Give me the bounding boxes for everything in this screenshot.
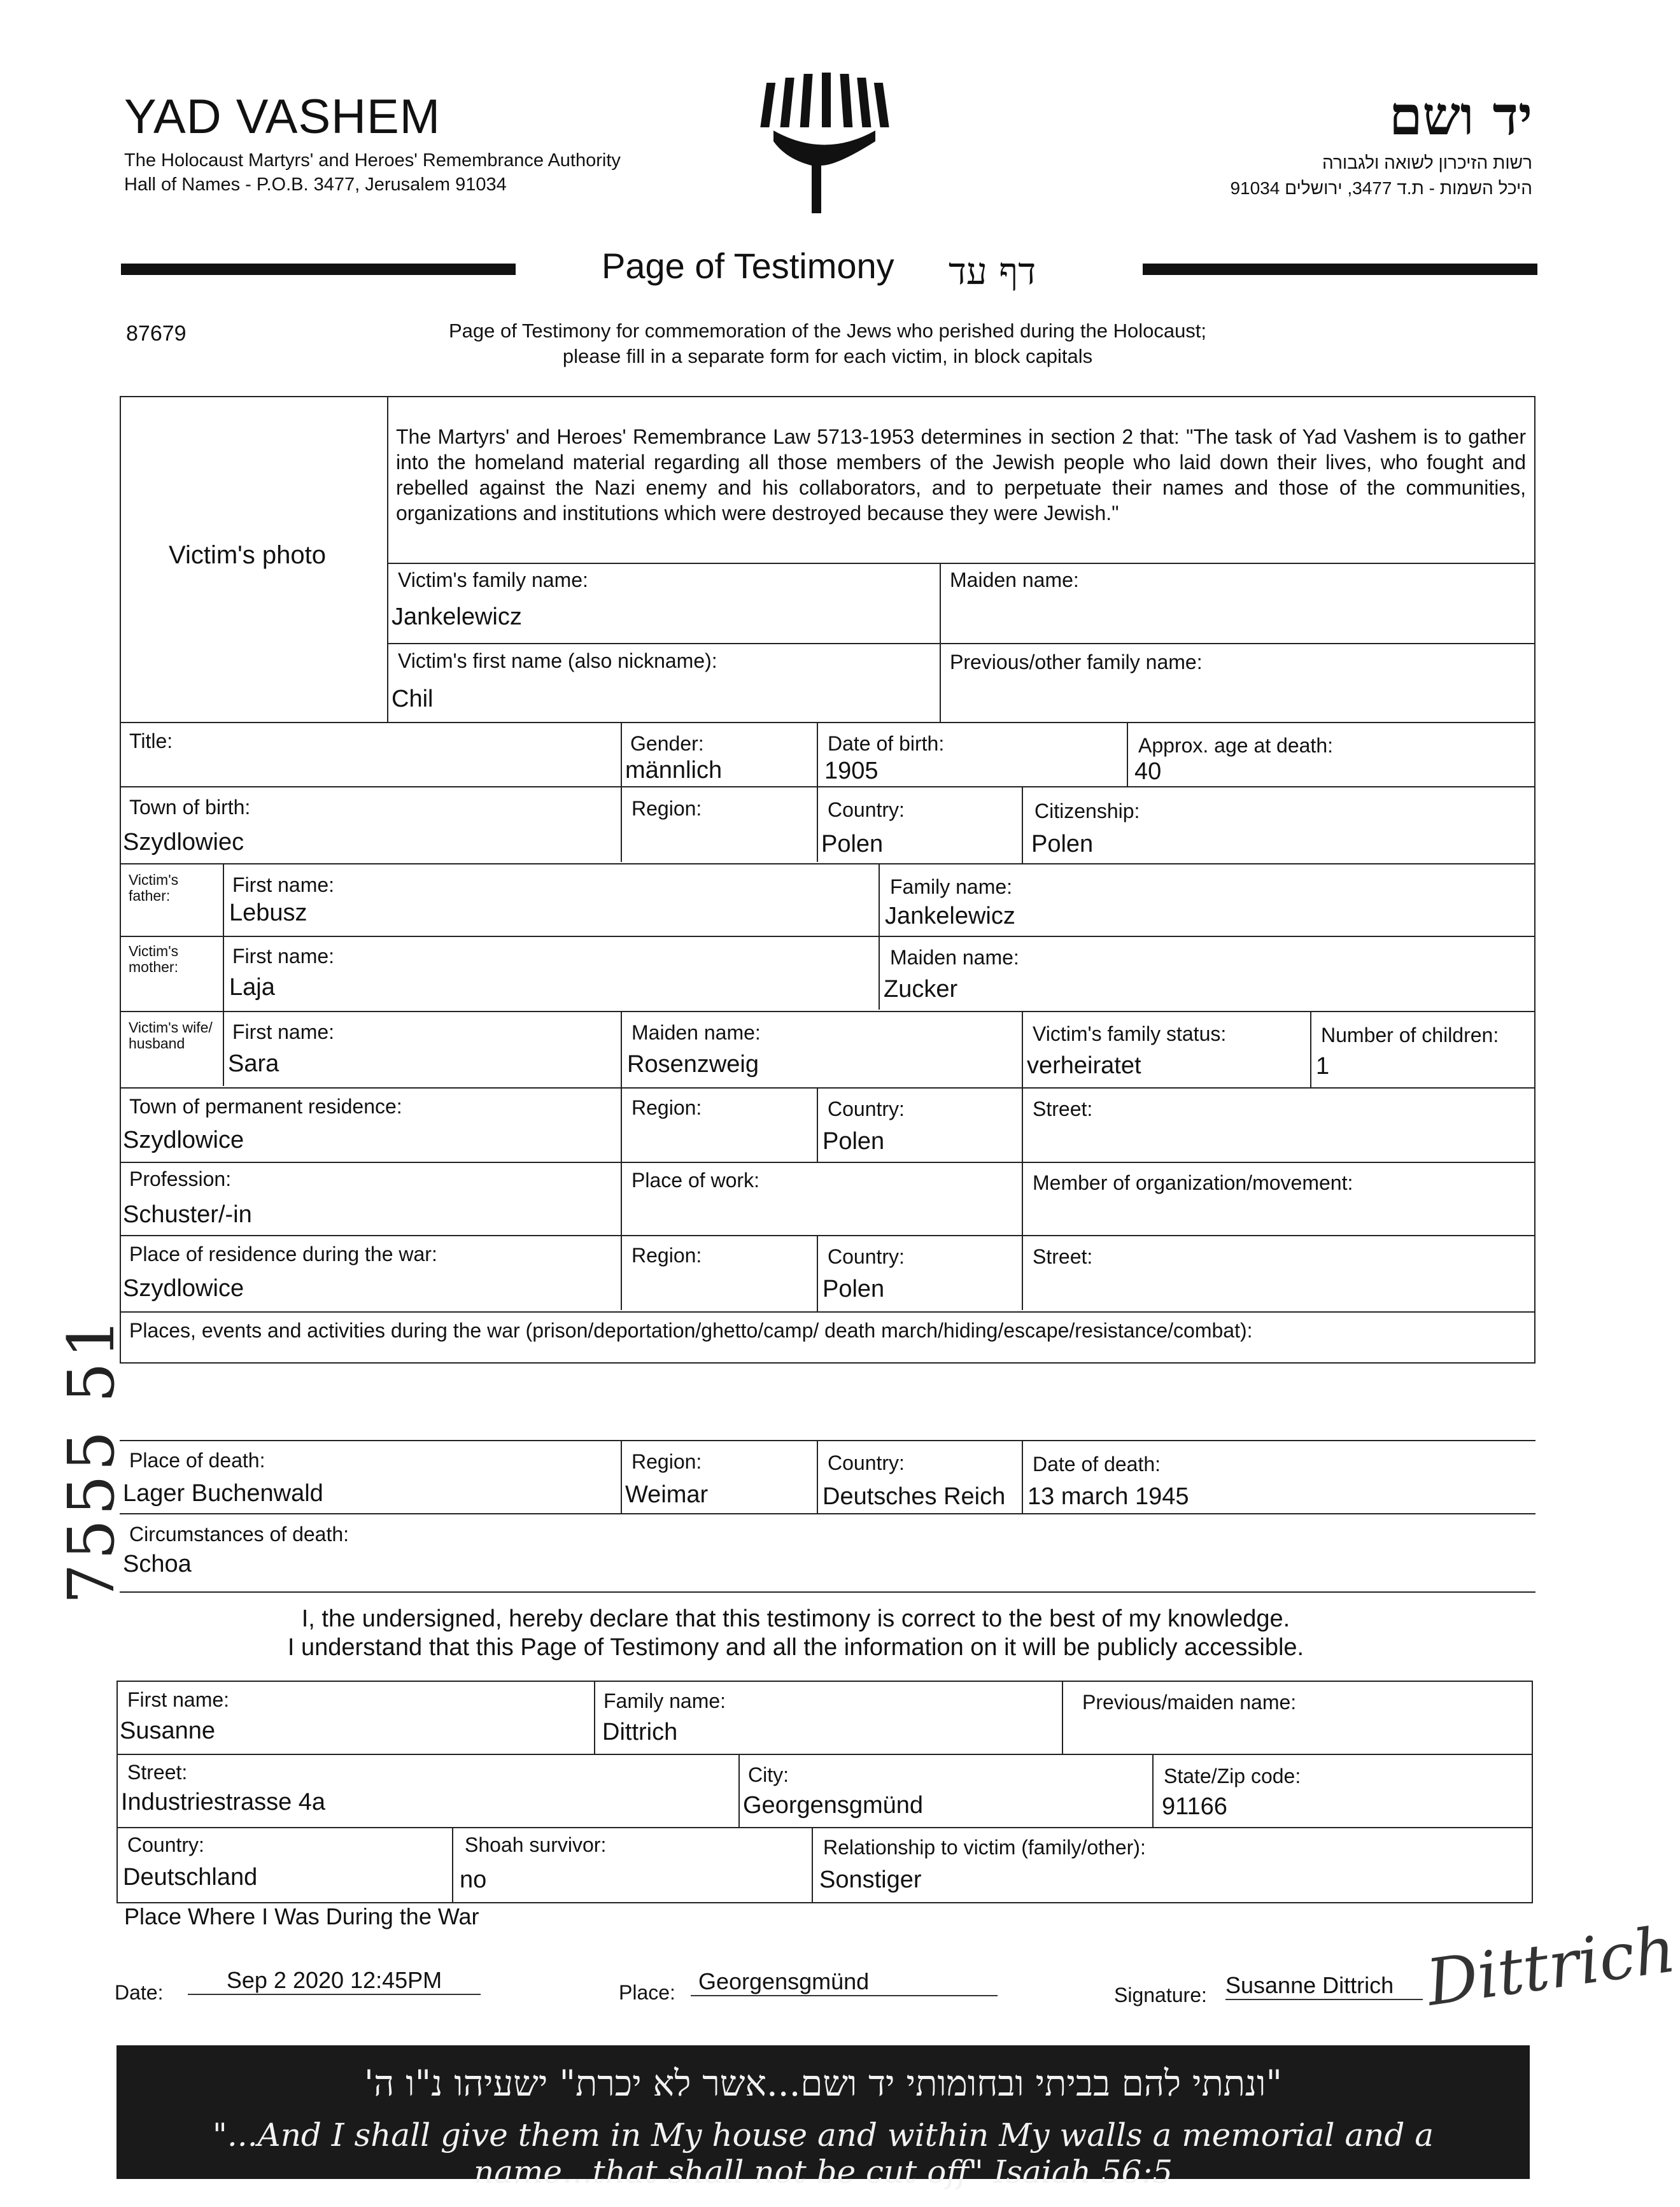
submitter-street-label: Street:: [127, 1761, 188, 1784]
maiden-name-label: Maiden name:: [950, 568, 1079, 591]
family-name-value: Jankelewicz: [392, 603, 522, 630]
family-name-label: Victim's family name:: [398, 568, 588, 591]
divider: [120, 1162, 1535, 1163]
divider: [1022, 1011, 1023, 1087]
submitter-first-name-value: Susanne: [120, 1717, 216, 1744]
divider: [116, 1827, 1533, 1828]
birth-region-label: Region:: [632, 797, 702, 820]
intro-line-2: please fill in a separate form for each victim, in block capitals: [562, 345, 1093, 367]
header-rule-left: [121, 264, 516, 275]
father-family-name-label: Family name:: [890, 875, 1013, 898]
submitter-family-name-value: Dittrich: [602, 1719, 678, 1745]
profession-value: Schuster/-in: [123, 1201, 252, 1228]
divider: [940, 563, 941, 722]
permanent-residence-label: Town of permanent residence:: [129, 1095, 402, 1118]
divider: [120, 1513, 1535, 1514]
divider: [452, 1827, 453, 1903]
spouse-first-name-label: First name:: [232, 1020, 335, 1043]
relationship-value: Sonstiger: [819, 1866, 922, 1893]
spouse-first-name-value: Sara: [228, 1050, 279, 1077]
submitter-street-value: Industriestrasse 4a: [121, 1789, 326, 1816]
document-number: 87679: [126, 321, 187, 346]
mother-tag: Victim's mother:: [129, 943, 179, 975]
signature-value: Susanne Dittrich: [1225, 1972, 1423, 2000]
spouse-tag: Victim's wife/ husband: [129, 1019, 213, 1052]
death-region-value: Weimar: [625, 1481, 709, 1508]
father-tag: Victim's father:: [129, 871, 179, 904]
citizenship-label: Citizenship:: [1034, 800, 1140, 822]
perm-country-label: Country:: [828, 1097, 905, 1120]
divider: [120, 786, 1535, 787]
intro-line-1: Page of Testimony for commemoration of the Jews who perished during the Holocaust;: [448, 320, 1207, 342]
father-family-name-value: Jankelewicz: [885, 903, 1015, 929]
divider: [120, 1011, 1535, 1012]
town-of-birth-value: Szydlowiec: [123, 829, 244, 856]
intro-text: [356, 318, 1299, 369]
divider: [120, 1087, 1535, 1089]
signature-label: Signature:: [1114, 1984, 1207, 2006]
war-country-value: Polen: [822, 1276, 885, 1302]
submitter-zip-label: State/Zip code:: [1164, 1765, 1301, 1787]
header-rule-right: [1143, 264, 1537, 275]
divider: [1152, 1754, 1154, 1827]
date-of-death-label: Date of death:: [1033, 1453, 1161, 1476]
submitter-family-name-label: Family name:: [604, 1689, 726, 1712]
form-title: Page of Testimony: [602, 246, 894, 286]
submitter-previous-name-label: Previous/maiden name:: [1082, 1691, 1297, 1714]
place-of-death-label: Place of death:: [129, 1449, 265, 1472]
birth-country-label: Country:: [828, 798, 905, 821]
declaration-line-2: I understand that this Page of Testimony and all the information on it will be publicly accessible.: [287, 1634, 1304, 1661]
divider: [1127, 722, 1128, 786]
date-of-death-value: 13 march 1945: [1027, 1483, 1189, 1510]
perm-region-label: Region:: [632, 1096, 702, 1119]
divider: [817, 1440, 818, 1513]
spouse-maiden-name-label: Maiden name:: [632, 1021, 761, 1044]
children-label: Number of children:: [1321, 1024, 1499, 1047]
war-country-label: Country:: [828, 1245, 905, 1268]
divider: [1022, 1440, 1023, 1513]
handwritten-number: 7555 51: [54, 1314, 129, 1604]
submitter-zip-value: 91166: [1162, 1793, 1227, 1820]
title-label: Title:: [129, 730, 173, 752]
war-street-label: Street:: [1033, 1245, 1093, 1268]
divider: [738, 1754, 740, 1827]
org-name-hebrew: יד ושם: [1388, 84, 1532, 147]
divider: [1062, 1681, 1063, 1754]
shoah-survivor-label: Shoah survivor:: [465, 1833, 607, 1856]
divider: [116, 1754, 1533, 1755]
divider: [817, 1087, 818, 1162]
divider: [120, 936, 1535, 937]
org-address-hebrew: היכל השמות - ת.ד 3477, ירושלים 91034: [1230, 178, 1532, 198]
banner-english-quote: "...And I shall give them in My house and within My walls a memorial and a name...that shall not be cut off" Isaiah 56:5: [212, 2117, 1434, 2190]
place-of-work-label: Place of work:: [632, 1169, 759, 1192]
date-value: Sep 2 2020 12:45PM: [188, 1967, 481, 1995]
divider: [1310, 1011, 1311, 1087]
org-name: YAD VASHEM: [124, 90, 441, 144]
submitter-city-label: City:: [748, 1763, 789, 1786]
divider: [120, 1440, 1535, 1441]
mother-maiden-name-label: Maiden name:: [890, 946, 1019, 969]
victim-photo-label: Victim's photo: [169, 541, 327, 569]
menorah-logo-icon: [761, 70, 888, 216]
divider: [1022, 1087, 1023, 1310]
relationship-label: Relationship to victim (family/other):: [823, 1836, 1146, 1859]
submitter-country-value: Deutschland: [123, 1864, 258, 1891]
divider: [120, 863, 1535, 864]
org-subtitle-hebrew: רשות הזיכרון לשואה ולגבורה: [1322, 153, 1532, 173]
birth-country-value: Polen: [821, 831, 884, 857]
divider: [120, 1591, 1535, 1593]
war-residence-label: Place of residence during the war:: [129, 1243, 437, 1266]
perm-country-value: Polen: [822, 1128, 885, 1155]
remembrance-law-text: The Martyrs' and Heroes' Remembrance Law 5713-1953 determines in section 2 that: "The task of Yad Vashem is to gather into the homeland material regarding all those members of the Jewish people who laid down their lives, who fought and rebelled against the Nazi enemy and his collaborators, and to perpetuate their names and those of the communities, organizations and institutions which were destroyed because they were Jewish.": [396, 425, 1526, 525]
shoah-survivor-value: no: [460, 1866, 487, 1893]
father-first-name-label: First name:: [232, 873, 335, 896]
war-region-label: Region:: [632, 1244, 702, 1267]
handwritten-signature: Dittrich: [1422, 1912, 1680, 2020]
divider: [387, 563, 1535, 564]
place-of-death-value: Lager Buchenwald: [123, 1480, 323, 1507]
perm-street-label: Street:: [1033, 1097, 1093, 1120]
divider: [120, 1311, 1535, 1313]
citizenship-value: Polen: [1031, 831, 1094, 857]
divider: [812, 1827, 813, 1903]
first-name-value: Chil: [392, 686, 434, 712]
circumstances-value: Schoa: [123, 1551, 192, 1577]
org-subtitle: The Holocaust Martyrs' and Heroes' Remembrance Authority: [124, 150, 621, 171]
banner-hebrew-quote: "ונתתי להם בביתי ובחומותי יד ושם...אשר לא יכרת" ישעיהו נ"ו ה': [364, 2063, 1283, 2105]
gender-label: Gender:: [630, 732, 704, 755]
war-events-label: Places, events and activities during the war (prison/deportation/ghetto/camp/ death march/hiding/escape/resistance/combat):: [129, 1319, 1253, 1342]
divider: [879, 863, 880, 1010]
dob-value: 1905: [824, 758, 879, 784]
form-title-hebrew: דף עד: [949, 250, 1036, 293]
dob-label: Date of birth:: [828, 732, 945, 755]
divider: [120, 1235, 1535, 1236]
death-country-value: Deutsches Reich: [822, 1483, 1006, 1510]
first-name-label: Victim's first name (also nickname):: [398, 649, 717, 672]
divider: [817, 722, 818, 862]
father-first-name-value: Lebusz: [229, 899, 307, 926]
previous-family-name-label: Previous/other family name:: [950, 651, 1203, 673]
submitter-country-label: Country:: [127, 1833, 204, 1856]
age-value: 40: [1134, 758, 1162, 785]
death-region-label: Region:: [632, 1450, 702, 1473]
divider: [621, 722, 622, 862]
war-place-label: Place Where I Was During the War: [124, 1903, 479, 1929]
family-status-value: verheiratet: [1027, 1052, 1141, 1079]
spouse-maiden-name-value: Rosenzweig: [627, 1051, 759, 1078]
submitter-first-name-label: First name:: [127, 1688, 230, 1711]
place-label: Place:: [619, 1981, 675, 2004]
declaration-line-1: I, the undersigned, hereby declare that this testimony is correct to the best of my knowledge.: [301, 1605, 1290, 1632]
divider: [387, 643, 1535, 644]
mother-first-name-label: First name:: [232, 945, 335, 968]
member-organization-label: Member of organization/movement:: [1033, 1171, 1353, 1194]
profession-label: Profession:: [129, 1167, 232, 1190]
town-of-birth-label: Town of birth:: [129, 796, 251, 819]
divider: [1022, 786, 1023, 863]
circumstances-label: Circumstances of death:: [129, 1523, 349, 1546]
mother-maiden-name-value: Zucker: [884, 976, 958, 1003]
divider: [120, 722, 1535, 723]
mother-first-name-value: Laja: [229, 974, 275, 1001]
children-value: 1: [1316, 1053, 1330, 1080]
divider: [817, 1235, 818, 1311]
permanent-residence-value: Szydlowice: [123, 1127, 244, 1153]
gender-value: männlich: [625, 757, 723, 784]
divider: [621, 1440, 622, 1513]
isaiah-banner: [116, 2045, 1530, 2190]
war-residence-value: Szydlowice: [123, 1275, 244, 1302]
death-country-label: Country:: [828, 1451, 905, 1474]
family-status-label: Victim's family status:: [1033, 1022, 1227, 1045]
age-label: Approx. age at death:: [1138, 734, 1333, 757]
submitter-city-value: Georgensgmünd: [743, 1792, 924, 1819]
divider: [594, 1681, 595, 1754]
divider: [621, 1011, 622, 1087]
divider: [223, 863, 224, 1086]
divider: [621, 1087, 622, 1310]
date-label: Date:: [115, 1981, 164, 2004]
org-address: Hall of Names - P.O.B. 3477, Jerusalem 91034: [124, 174, 507, 195]
place-value: Georgensgmünd: [691, 1968, 998, 1996]
